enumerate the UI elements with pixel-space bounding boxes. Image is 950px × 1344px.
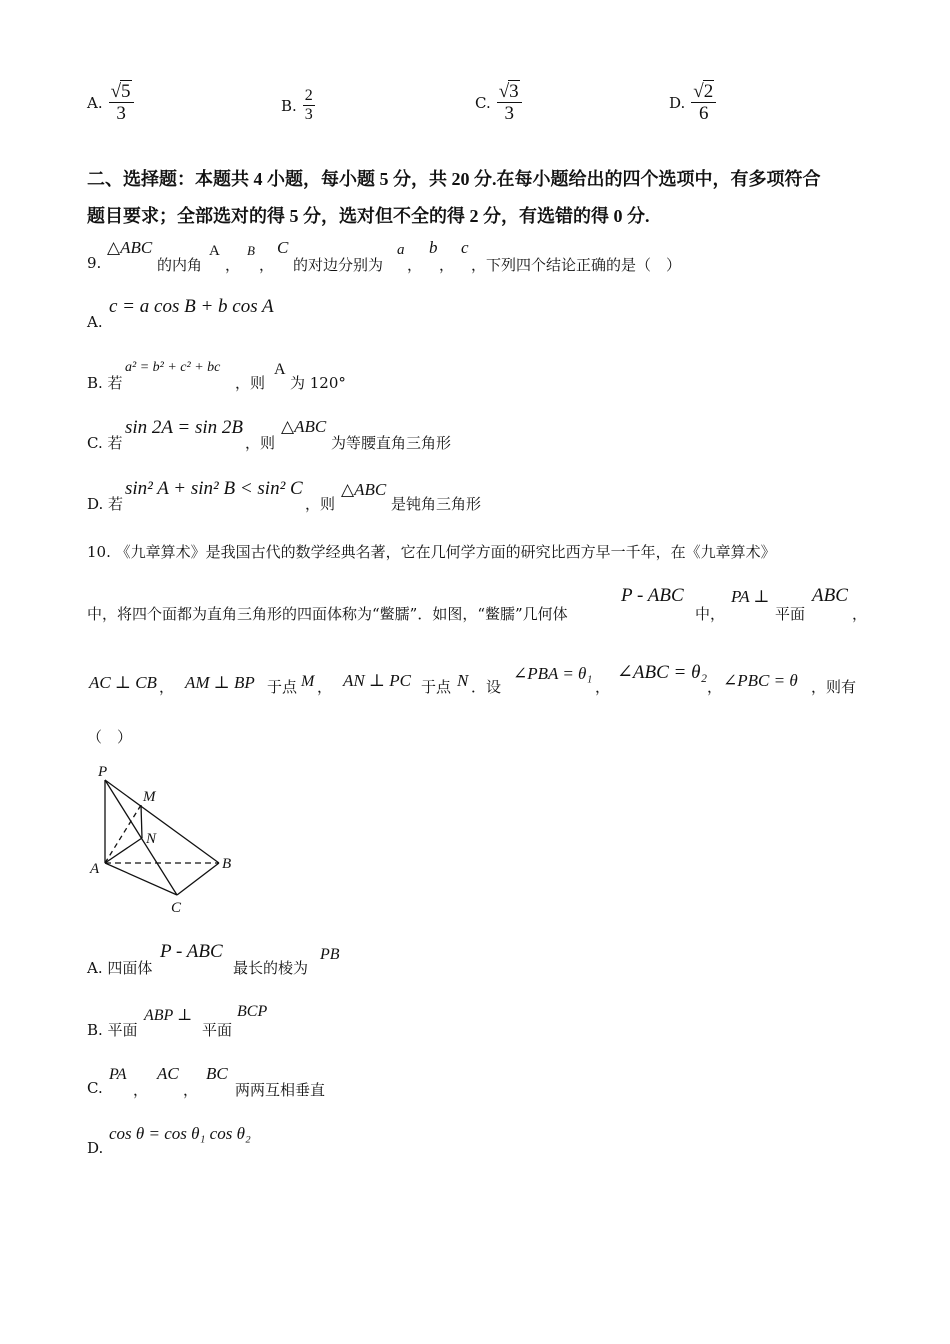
option-text: ，则 xyxy=(245,434,276,452)
option-text: ，则 xyxy=(235,374,266,392)
answer-parentheses: （ ） xyxy=(87,728,133,746)
triangle-abc: △ABC xyxy=(107,238,153,257)
edge-pa: PA xyxy=(109,1066,127,1083)
angle-abc: ∠ABC = θ₂ xyxy=(617,662,708,683)
formula: a² = b² + c² + bc xyxy=(125,360,221,375)
triangle-abc: △ABC xyxy=(281,417,327,436)
triangle-abc: △ABC xyxy=(341,480,387,499)
pa-perp: PA ⊥ xyxy=(731,587,770,606)
var-a-lower: a xyxy=(397,242,405,258)
segment-an xyxy=(105,838,142,863)
q10-option-b[interactable] xyxy=(87,1003,487,1039)
segment-mn xyxy=(141,805,142,838)
option-label: C. xyxy=(475,93,491,112)
option-label: B. 若 xyxy=(87,374,123,392)
plane-abc: ABC xyxy=(812,585,848,606)
option-label: B. xyxy=(281,96,297,115)
point-n: N xyxy=(457,671,469,690)
option-label: A. 四面体 xyxy=(87,959,153,977)
edge-pb: PB xyxy=(320,946,340,963)
label-n: N xyxy=(146,831,157,847)
option-label: A. xyxy=(87,313,103,331)
edge-bc: BC xyxy=(206,1064,228,1083)
option-text: 是钝角三角形 xyxy=(391,495,482,513)
comma: ， xyxy=(595,678,611,696)
q9-option-b[interactable] xyxy=(87,358,487,392)
point-m: M xyxy=(301,673,315,690)
var-b-lower: b xyxy=(429,238,438,257)
plane-abp: ABP ⊥ xyxy=(144,1007,193,1024)
edge-pc xyxy=(105,780,177,895)
var-c-lower: c xyxy=(461,238,469,257)
option-label: D. xyxy=(87,1139,104,1157)
question-text: 的对边分别为 xyxy=(293,256,384,274)
question-text: ，下列四个结论正确的是（ ） xyxy=(471,256,682,274)
tetrahedron-pabc: P - ABC xyxy=(621,585,684,606)
question-text: 的内角 xyxy=(157,256,203,274)
option-label: D. 若 xyxy=(87,495,124,513)
var-a: A xyxy=(274,361,286,378)
question-text: ，则有 xyxy=(811,678,857,696)
comma: ， xyxy=(159,678,175,696)
q9-option-d[interactable] xyxy=(87,478,587,514)
formula: c = a cos B + b cos A xyxy=(109,296,274,317)
formula: sin² A + sin² B < sin² C xyxy=(125,478,303,499)
edge-ac xyxy=(105,863,177,895)
label-m: M xyxy=(143,789,156,805)
q10-option-d[interactable] xyxy=(87,1124,487,1160)
angle-pbc: ∠PBC = θ xyxy=(723,671,798,690)
edge-cb xyxy=(177,863,219,895)
question-text: ， xyxy=(852,605,868,623)
option-label: C. 若 xyxy=(87,434,123,452)
question-text: ．设 xyxy=(471,678,502,696)
label-c: C xyxy=(171,900,182,916)
var-b-upper: B xyxy=(247,243,255,258)
q10-line1: 10. 《九章算术》是我国古代的数学经典名著，它在几何学方面的研究比西方早一千年，在《九章算术》 xyxy=(87,543,776,561)
comma: ， xyxy=(259,256,275,274)
edge-pb xyxy=(105,780,219,863)
comma: ， xyxy=(183,1081,199,1099)
option-text: 为 120° xyxy=(290,374,346,392)
plane-bcp: BCP xyxy=(237,1003,268,1020)
comma: ， xyxy=(707,678,723,696)
question-9 xyxy=(87,238,877,274)
comma: ， xyxy=(133,1081,149,1099)
var-a-upper: A xyxy=(209,243,220,259)
fraction: $\frac{√3}{3}$ xyxy=(497,82,522,124)
condition-ac-cb: AC ⊥ CB xyxy=(89,673,157,692)
fraction: $\frac{2}{3}$ xyxy=(304,87,313,123)
q9-option-a[interactable] xyxy=(87,296,387,332)
segment-am xyxy=(105,805,141,863)
tetrahedron-figure xyxy=(85,760,245,920)
comma: ， xyxy=(407,256,423,274)
option-text: 最长的棱为 xyxy=(233,959,309,977)
condition-am-bp: AM ⊥ BP xyxy=(185,673,255,692)
question-number: 9. xyxy=(87,254,102,272)
option-label: C. xyxy=(87,1079,103,1097)
comma: ， xyxy=(317,678,333,696)
option-text: 为等腰直角三角形 xyxy=(331,434,452,452)
option-text: 两两互相垂直 xyxy=(235,1081,326,1099)
label-p: P xyxy=(98,764,108,780)
tetrahedron-diagram xyxy=(85,760,245,920)
condition-an-pc: AN ⊥ PC xyxy=(343,671,411,690)
fraction: $\frac{√2}{6}$ xyxy=(691,82,716,124)
prev-option-c xyxy=(475,82,522,124)
question-text: 于点 xyxy=(267,678,298,696)
fraction: $\frac{√5}{3}$ xyxy=(109,82,134,124)
edge-ac: AC xyxy=(157,1064,179,1083)
label-a: A xyxy=(90,861,100,877)
var-c-upper: C xyxy=(277,238,289,257)
prev-option-b xyxy=(281,88,315,124)
question-text: 中， xyxy=(695,605,726,623)
question-text: 平面 xyxy=(775,605,806,623)
option-label: B. 平面 xyxy=(87,1021,138,1039)
question-text: 于点 xyxy=(421,678,452,696)
q10-option-a[interactable] xyxy=(87,941,487,977)
option-label: D. xyxy=(669,93,686,112)
option-label: A. xyxy=(87,93,103,112)
q9-option-c[interactable] xyxy=(87,417,587,453)
angle-pba: ∠PBA = θ₁ xyxy=(513,664,593,683)
formula: cos θ = cos θ₁ cos θ₂ xyxy=(109,1124,251,1143)
question-text: 中，将四个面都为直角三角形的四面体称为“鳖臑”．如图，“鳖臑”几何体 xyxy=(87,605,568,623)
option-text: 平面 xyxy=(202,1021,233,1039)
comma: ， xyxy=(439,256,455,274)
option-text: ，则 xyxy=(305,495,336,513)
q10-line2 xyxy=(87,585,867,625)
section-heading-line2: 题目要求；全部选对的得 5 分，选对但不全的得 2 分，有选错的得 0 分. xyxy=(87,206,650,226)
q10-line3 xyxy=(87,664,877,700)
tetrahedron-pabc: P - ABC xyxy=(160,941,223,962)
prev-option-d xyxy=(669,82,716,124)
formula: sin 2A = sin 2B xyxy=(125,417,244,438)
label-b: B xyxy=(222,856,232,872)
prev-option-a xyxy=(87,82,134,124)
q10-option-c[interactable] xyxy=(87,1064,487,1100)
comma: ， xyxy=(225,256,241,274)
section-heading-line1: 二、选择题：本题共 4 小题，每小题 5 分，共 20 分.在每小题给出的四个选项中，有多项符合 xyxy=(87,169,821,189)
